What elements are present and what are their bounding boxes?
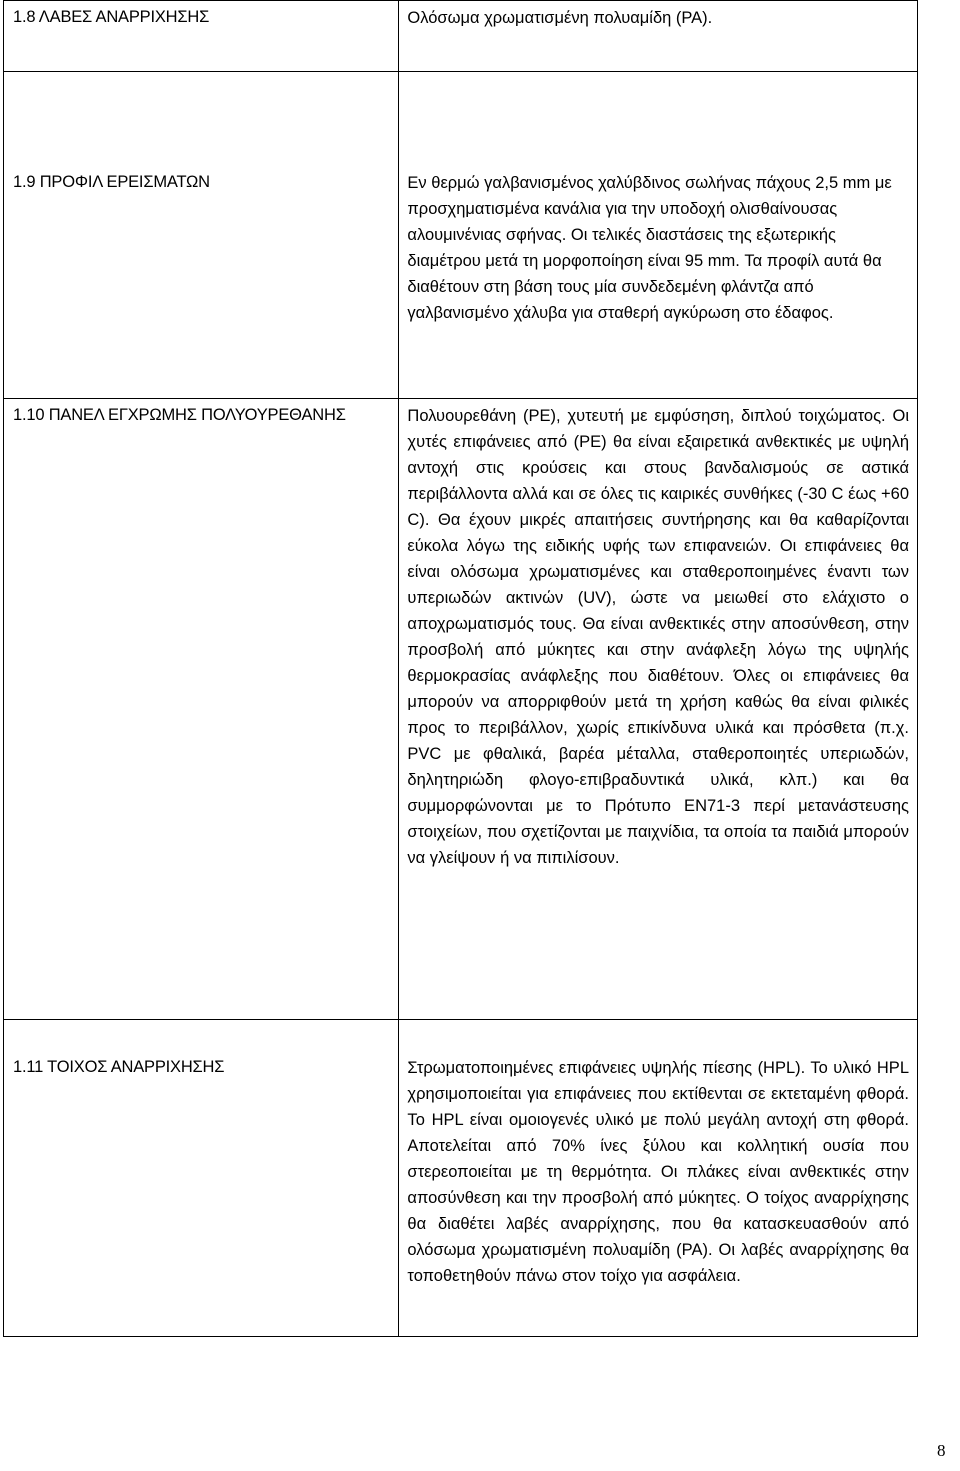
- spec-description: Στρωματοποιημένες επιφάνειες υψηλής πίεσης (HPL). Το υλικό HPL χρησιμοποιείται για επιφάνειες που εκτίθενται σε εκτεταμένη φθορά. Το HPL είναι ομοιογενές υλικό με πολύ μεγάλη αντοχή στη φθορά. Αποτελείται από 70% ίνες ξύλου και κολλητική ουσία που στερεοποιείται με τη θερμότητα. Οι πλάκες είναι ανθεκτικές στην αποσύνθεση και την προσβολή από μύκητες. Ο τοίχος αναρρίχησης θα διαθέτει λαβές αναρρίχησης, που θα κατασκευασθούν από ολόσωμα χρωματισμένη πολυαμίδη (PA). Οι λαβές αναρρίχησης θα τοποθετηθούν πάνω στον τοίχο για ασφάλεια.: [407, 1059, 909, 1285]
- spec-title-cell: [4, 1020, 399, 1337]
- spec-row: [4, 399, 918, 1020]
- spec-description: Εν θερμώ γαλβανισμένος χαλύβδινος σωλήνας πάχους 2,5 mm με προσχηματισμένα κανάλια για την υποδοχή ολισθαίνουσας αλουμινένιας σφήνας. Οι τελικές διαστάσεις της εξωτερικής διαμέτρου μετά τη μορφοποίηση είναι 95 mm. Τα προφίλ αυτά θα διαθέτουν στη βάση τους μία συνδεδεμένη φλάντζα από γαλβανισμένο χάλυβα για σταθερή αγκύρωση στο έδαφος.: [407, 174, 892, 322]
- spec-title: 1.8 ΛΑΒΕΣ ΑΝΑΡΡΙΧΗΣΗΣ: [13, 8, 210, 26]
- spec-title-cell: [4, 72, 399, 399]
- spec-title-cell: [4, 1, 399, 72]
- spec-row: [4, 1020, 918, 1337]
- spec-row: [4, 1, 918, 72]
- spec-text-cell: [399, 399, 918, 1020]
- spec-description: Ολόσωμα χρωματισμένη πολυαμίδη (PA).: [407, 9, 713, 27]
- spec-description: Πολυουρεθάνη (PE), χυτευτή με εμφύσηση, διπλού τοιχώματος. Οι χυτές επιφάνειες από (PE) θα είναι εξαιρετικά ανθεκτικές με υψηλή αντοχή στις κρούσεις και στους βανδαλισμούς σε αστικά περιβάλλοντα αλλά και σε όλες τις καιρικές συνθήκες (-30 C έως +60 C). Θα έχουν μικρές απαιτήσεις συντήρησης και θα καθαρίζονται εύκολα λόγω της ειδικής υφής των επιφανειών. Οι επιφάνειες θα είναι ολόσωμα χρωματισμένες και σταθεροποιημένες έναντι των υπεριωδών ακτινών (UV), ώστε να μειωθεί στο ελάχιστο ο αποχρωματισμός τους. Θα είναι ανθεκτικές στην αποσύνθεση, στην προσβολή από μύκητες και στην ανάφλεξη λόγω της υψηλής θερμοκρασίας ανάφλεξης που διαθέτουν. Όλες οι επιφάνειες θα μπορούν να απορριφθούν μετά τη χρήση καθώς θα είναι φιλικές προς το περιβάλλον, χωρίς επικίνδυνα υλικά και πρόσθετα (π.χ. PVC με φθαλικά, βαρέα μέταλλα, σταθεροποιητές υπεριωδών, δηλητηριώδη φλογο-επιβραδυντικά υλικά, κλπ.) και θα συμμορφώνονται με το Πρότυπο ΕΝ71-3 περί μετανάστευσης στοιχείων, που σχετίζονται με παιχνίδια, τα οποία τα παιδιά μπορούν να γλείψουν ή να πιπιλίσουν.: [407, 407, 909, 867]
- spec-text-cell: [399, 1020, 918, 1337]
- page-number: 8: [937, 1441, 946, 1460]
- spec-text-cell: [399, 1, 918, 72]
- spec-title: 1.11 ΤΟΙΧΟΣ ΑΝΑΡΡΙΧΗΣΗΣ: [13, 1058, 225, 1076]
- spec-text-cell: [399, 72, 918, 399]
- spec-title-cell: [4, 399, 399, 1020]
- spec-row: [4, 72, 918, 399]
- spec-title: 1.9 ΠΡΟΦΙΛ ΕΡΕΙΣΜΑΤΩΝ: [13, 173, 210, 191]
- spec-title: 1.10 ΠΑΝΕΛ ΕΓΧΡΩΜΗΣ ΠΟΛΥΟΥΡΕΘΑΝΗΣ: [13, 406, 346, 424]
- specifications-table: [3, 0, 918, 1337]
